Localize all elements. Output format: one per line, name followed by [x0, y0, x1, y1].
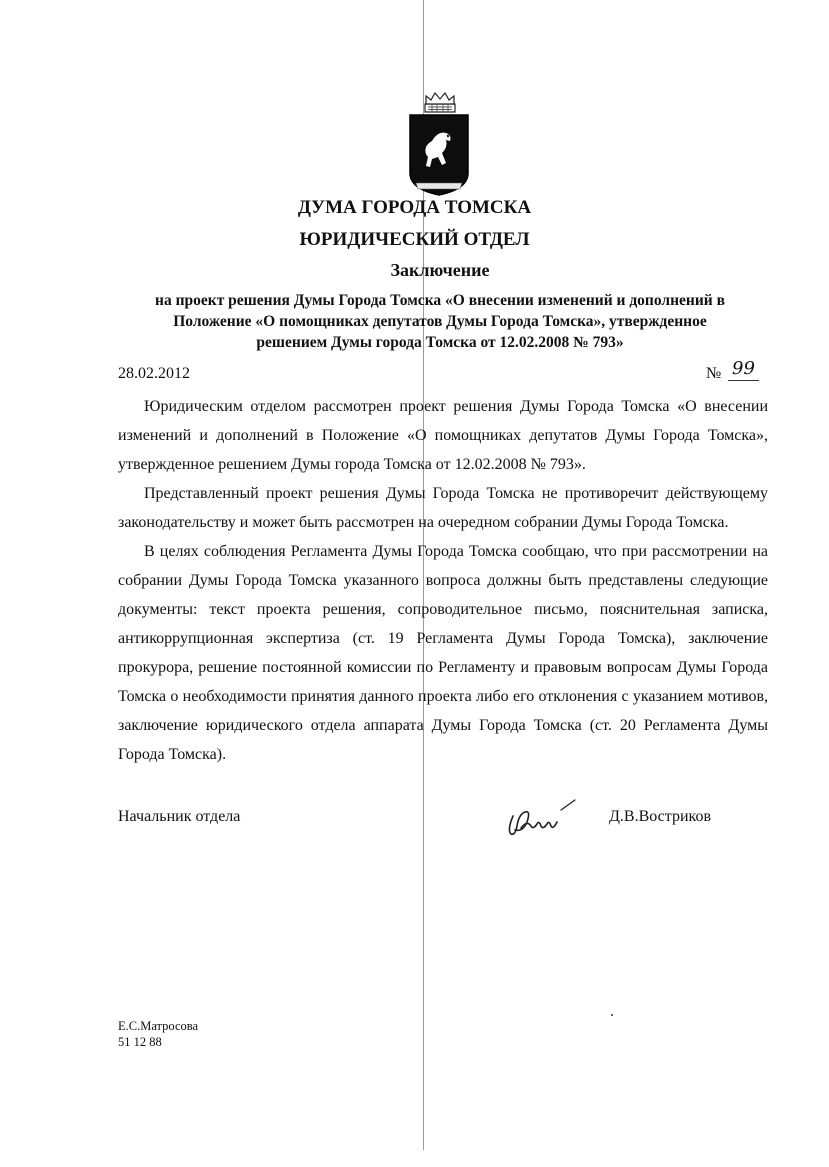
subject-line: на проект решения Думы Города Томска «О внесении изменений и дополнений в [155, 292, 725, 309]
body-paragraph: В целях соблюдения Регламента Думы Города Томска сообщаю, что при рассмотрении на собрании Думы Города Томска указанного вопроса должны быть представлены следующие документы: текст проекта решения, сопроводительное письмо, пояснительная записка, антикоррупционная экспертиза (ст. 19 Регламента Думы Города Томска), заключение прокурора, решение постоянной комиссии по Регламенту и правовым вопросам Думы Города Томска о необходимости принятия данного проекта либо его отклонения с указанием мотивов, заключение юридического отдела аппарата Думы Города Томска (ст. 20 Регламента Думы Города Томска). [118, 543, 768, 763]
subject-line: Положение «О помощниках депутатов Думы Города Томска», утвержденное [173, 313, 707, 330]
signer-position: Начальник отдела [118, 808, 241, 825]
signer-name: Д.В.Востриков [609, 808, 712, 825]
document-number: 99 [728, 358, 759, 381]
body-paragraph: Юридическим отделом рассмотрен проект решения Думы Города Томска «О внесении изменений и дополнений в Положение «О помощниках депутатов Думы Города Томска», утвержденное решением Думы города Томска от 12.02.2008 № 793». [118, 398, 768, 473]
crown-icon [423, 90, 457, 114]
department-name: ЮРИДИЧЕСКИЙ ОТДЕЛ [299, 229, 530, 250]
scan-speck [611, 1014, 613, 1016]
executor-phone: 51 12 88 [118, 1035, 162, 1049]
organization-name: ДУМА ГОРОДА ТОМСКА [297, 197, 532, 218]
document-type: Заключение [390, 260, 490, 280]
document-body [118, 392, 768, 769]
document-date: 28.02.2012 [118, 365, 190, 382]
subject-line: решением Думы города Томска от 12.02.2008 № 793» [256, 334, 624, 351]
body-paragraph: Представленный проект решения Думы Города Томска не противоречит действующему законодательству и может быть рассмотрен на очередном собрании Думы Города Томска. [118, 485, 768, 531]
coat-of-arms-icon [408, 113, 470, 197]
number-label: № [706, 365, 722, 382]
executor-name: Е.С.Матросова [118, 1019, 199, 1033]
document-subject [120, 290, 760, 353]
handwritten-signature [503, 796, 583, 844]
executor-block [118, 1018, 198, 1050]
